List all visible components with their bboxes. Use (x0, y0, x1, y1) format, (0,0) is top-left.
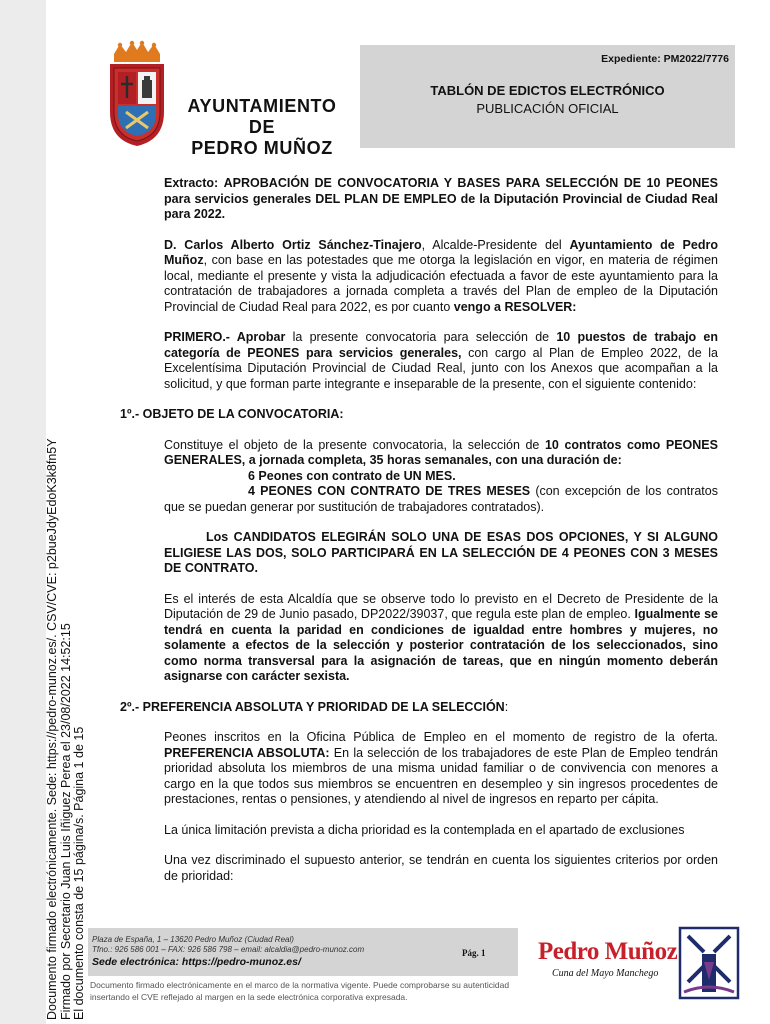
objeto-contracts: 10 contratos como PEONES GENERALES, a jornada completa, 35 horas semanales, con una duración de: (164, 437, 718, 467)
brand-tagline: Cuna del Mayo Manchego (552, 968, 659, 979)
address-line: Plaza de España, 1 – 13620 Pedro Muñoz (Ciudad Real) (92, 935, 294, 944)
option-two-bold: 4 PEONES CON CONTRATO DE TRES MESES (248, 484, 531, 498)
extracto-text: APROBACIÓN DE CONVOCATORIA Y BASES PARA SELECCIÓN DE 10 PEONES para servicios generales DEL PLAN DE EMPLEO de la Diputación Provincial de Ciudad Real para 2022. (164, 176, 718, 221)
preference-intro: Peones inscritos en la Oficina Pública de Empleo en el momento de registro de la oferta. (164, 730, 718, 744)
preference-label: PREFERENCIA ABSOLUTA: (164, 745, 330, 760)
page-number: Pág. 1 (462, 948, 486, 958)
interest-paragraph (120, 592, 718, 685)
extracto-label: Extracto: (164, 176, 219, 190)
organization-name (172, 96, 352, 159)
mayor-paragraph (120, 238, 718, 316)
primero-text-a: la presente convocatoria para selección de (285, 330, 557, 344)
preference-text: En la selección de los trabajadores de este Plan de Empleo tendrán prioridad absoluta los miembros de una misma unidad familiar o de convivencia con menores a cargo en la que todos sus miembros se encuentren en desempleo y sin ingresos procedentes de prestaciones, rentas o pensiones, y atendiendo al nivel de ingresos en reparto per cápita. (164, 745, 718, 806)
candidates-paragraph (120, 530, 718, 577)
council-name: Ayuntamiento de Pedro Muñoz (164, 237, 718, 267)
signature-sidebar (0, 0, 86, 1024)
sede-link[interactable]: Sede electrónica: https://pedro-munoz.es/ (92, 956, 301, 968)
option-two (120, 484, 718, 515)
objeto-text: Constituye el objeto de la presente convocatoria, la selección de (164, 437, 545, 452)
signature-line-signer: Firmado por Secretario Juan Luis Iñiguez Perea el 23/08/2022 14:52:15 (58, 623, 73, 1020)
section-2-heading (120, 700, 718, 716)
contact-line: Tfno.: 926 586 001 – FAX: 926 586 798 – email: alcaldia@pedro-munoz.com (92, 945, 365, 954)
primero-paragraph (120, 330, 718, 392)
coat-of-arms-logo (104, 40, 170, 148)
board-title: TABLÓN DE EDICTOS ELECTRÓNICO (430, 83, 665, 98)
org-name-line1: AYUNTAMIENTO DE (187, 96, 337, 137)
interest-text: Es el interés de esta Alcaldía que se observe todo lo previsto en el Decreto de Presidente de la Diputación de 29 de Junio pasado, DP2022/39037, que regula este plan de empleo. (164, 591, 718, 621)
section-2-title: 2º.- PREFERENCIA ABSOLUTA Y PRIORIDAD DE LA SELECCIÓN (120, 699, 505, 714)
signature-line-csv: Documento firmado electrónicamente. Sede: https://pedro-munoz.es/. CSV/CVE: p2bueJdyEdoK3k8fn5Y (45, 438, 59, 1020)
section-2-colon: : (504, 699, 509, 714)
windmill-logo-icon (674, 922, 744, 1002)
option-one-text: 6 Peones con contrato de UN MES. (248, 468, 456, 483)
candidates-text: Los CANDIDATOS ELEGIRÁN SOLO UNA DE ESAS DOS OPCIONES, Y SI ALGUNO ELIGIESE LAS DOS, SOLO PARTICIPARÁ EN LA SELECCIÓN DE 4 PEONES CON 3 MESES DE CONTRATO. (164, 530, 718, 575)
document-body (120, 176, 718, 899)
authenticity-note: Documento firmado electrónicamente en el marco de la normativa vigente. Puede comprobarse su autenticidad insertando el CVE reflejado al margen en la sede electrónica corporativa expresada. (90, 980, 510, 1002)
section-1-heading (120, 407, 718, 423)
primero-text-b: con cargo al Plan de Empleo 2022, de la Excelentísima Diputación Provincial de Ciudad Real, junto con los Anexos que acompañan a la solicitud, y que forman parte integrante e inseparable de la presente, con el siguiente contenido: (164, 345, 718, 391)
option-one (120, 469, 718, 485)
resolve-text: vengo a RESOLVER: (453, 299, 577, 314)
footer-contact-box (88, 928, 518, 976)
signature-line-pages: El documento consta de 15 página/s. Página 1 de 15 (72, 726, 86, 1020)
edict-header (360, 45, 735, 148)
option-two-rest: (con excepción de los contratos que se puedan generar por sustitución de trabajadores contratados). (164, 484, 718, 514)
preference-paragraph (120, 730, 718, 808)
extracto-paragraph (120, 176, 718, 223)
signature-text (46, 438, 87, 1020)
org-name-line2: PEDRO MUÑOZ (191, 138, 333, 158)
footer-address (92, 935, 364, 955)
mayor-text-b: , con base en las potestades que me otorga la legislación en vigor, en materia de régimen local, mediante el presente y vista la adjudicación efectuada a favor de este ayuntamiento para la contratación de trabajadores a jornada completa a través del Plan de empleo de la Diputación Provincial de Ciudad Real para 2022, es por cuanto (164, 253, 718, 314)
primero-label: PRIMERO.- Aprobar (164, 330, 286, 344)
mayor-text-a: , Alcalde-Presidente del (421, 237, 570, 252)
board-subtitle: PUBLICACIÓN OFICIAL (476, 101, 619, 116)
expediente-number: Expediente: PM2022/7776 (601, 53, 729, 65)
limitation-paragraph: La única limitación prevista a dicha prioridad es la contemplada en el apartado de exclusiones (164, 822, 685, 837)
criteria-paragraph: Una vez discriminado el supuesto anterior, se tendrán en cuenta los siguientes criterios por orden de prioridad: (164, 853, 718, 883)
primero-positions: 10 puestos de trabajo en categoría de PEONES para servicios generales, (164, 330, 719, 360)
parity-text: Igualmente se tendrá en cuenta la paridad en condiciones de igualdad entre hombres y mujeres, no solamente a efectos de la selección y posterior contratación de los seleccionados, sino como norma transversal para la asignación de tareas, que en ningún momento deberán asignarse con carácter sexista. (164, 607, 718, 683)
section-1-title: 1º.- OBJETO DE LA CONVOCATORIA: (120, 407, 344, 421)
mayor-name: D. Carlos Alberto Ortiz Sánchez-Tinajero (164, 237, 422, 252)
brand-wordmark: Pedro Muñoz (538, 938, 678, 965)
objeto-paragraph (120, 438, 718, 469)
